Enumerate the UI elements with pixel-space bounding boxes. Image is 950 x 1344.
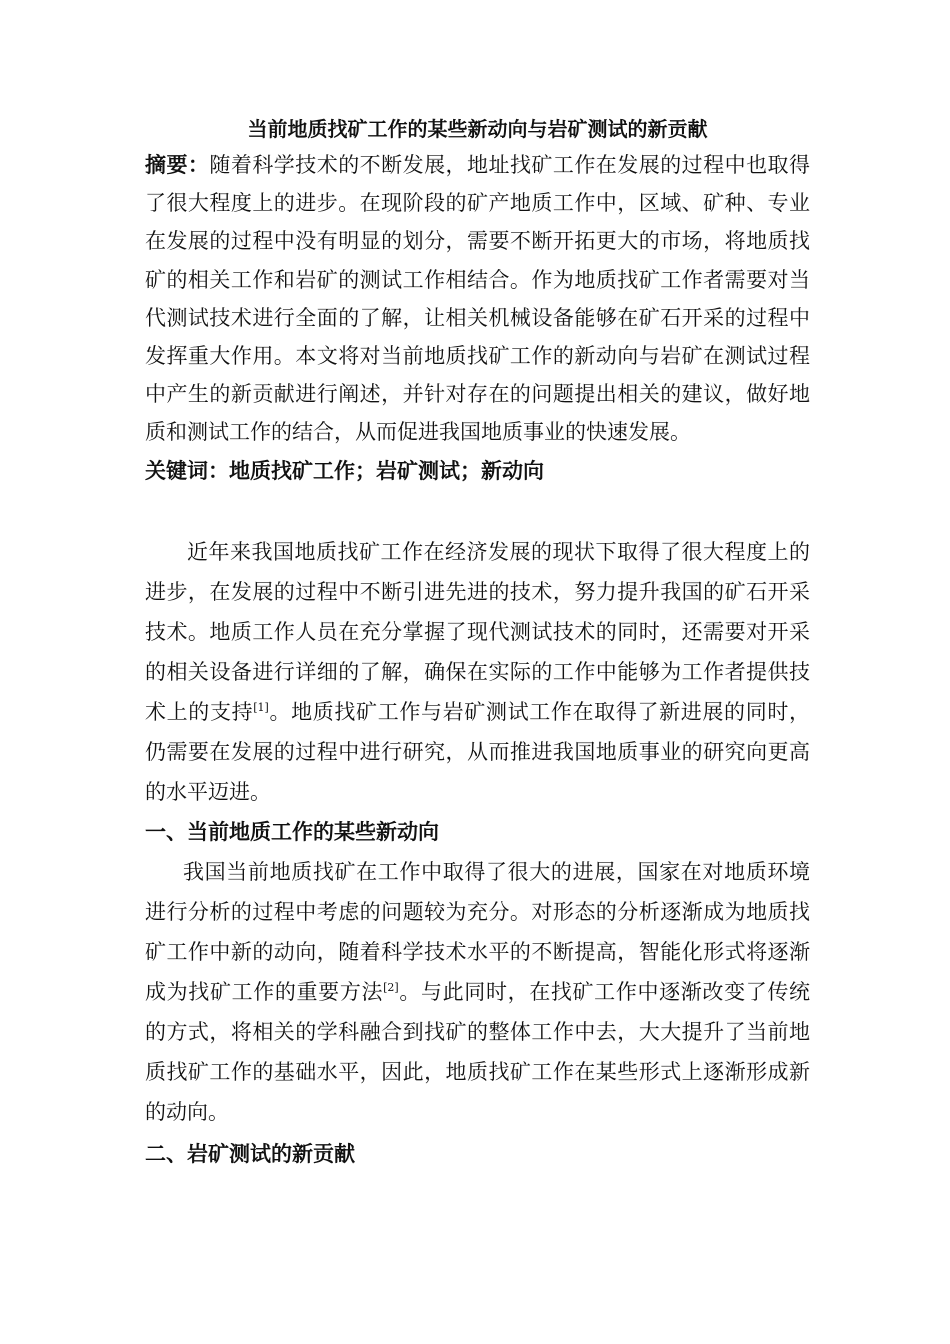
abstract	[145, 146, 810, 452]
section-gap	[145, 490, 810, 532]
keywords: 关键词：地质找矿工作；岩矿测试；新动向	[145, 457, 544, 483]
intro-paragraph	[145, 532, 810, 812]
section-1-heading: 一、当前地质工作的某些新动向	[145, 818, 439, 844]
paper-body	[145, 114, 810, 1174]
paper-title: 当前地质找矿工作的某些新动向与岩矿测试的新贡献	[247, 117, 708, 141]
section-1-paragraph	[145, 852, 810, 1132]
abstract-label: 摘要：	[145, 152, 210, 177]
section-1-text-1: 我国当前地质找矿在工作中取得了很大的进展，国家在对地质环境进行分析的过程中考虑的问题较为充分。对形态的分析逐渐成为地质找矿工作中新的动向，随着科学技术水平的不断提高，智能化形式将逐渐成为找矿工作的重要方法	[145, 859, 810, 1004]
abstract-text: 随着科学技术的不断发展，地址找矿工作在发展的过程中也取得了很大程度上的进步。在现阶段的矿产地质工作中，区域、矿种、专业在发展的过程中没有明显的划分，需要不断开拓更大的市场，将地质找矿的相关工作和岩矿的测试工作相结合。作为地质找矿工作者需要对当代测试技术进行全面的了解，让相关机械设备能够在矿石开采的过程中发挥重大作用。本文将对当前地质找矿工作的新动向与岩矿在测试过程中产生的新贡献进行阐述，并针对存在的问题提出相关的建议，做好地质和测试工作的结合，从而促进我国地质事业的快速发展。	[145, 153, 811, 445]
citation-ref-1: [1]	[253, 700, 269, 714]
section-1-text-2: 。与此同时，在找矿工作中逐渐改变了传统的方式，将相关的学科融合到找矿的整体工作中去，大大提升了当前地质找矿工作的基础水平，因此，地质找矿工作在某些形式上逐渐形成新的动向。	[145, 979, 811, 1124]
intro-text-1: 近年来我国地质找矿工作在经济发展的现状下取得了很大程度上的进步，在发展的过程中不断引进先进的技术，努力提升我国的矿石开采技术。地质工作人员在充分掌握了现代测试技术的同时，还需要对开采的相关设备进行详细的了解，确保在实际的工作中能够为工作者提供技术上的支持	[145, 539, 810, 724]
citation-ref-2: [2]	[383, 980, 399, 994]
section-2-heading: 二、岩矿测试的新贡献	[145, 1140, 355, 1166]
intro-text-2: 。地质找矿工作与岩矿测试工作在取得了新进展的同时，仍需要在发展的过程中进行研究，从而推进我国地质事业的研究向更高的水平迈进。	[145, 699, 810, 804]
